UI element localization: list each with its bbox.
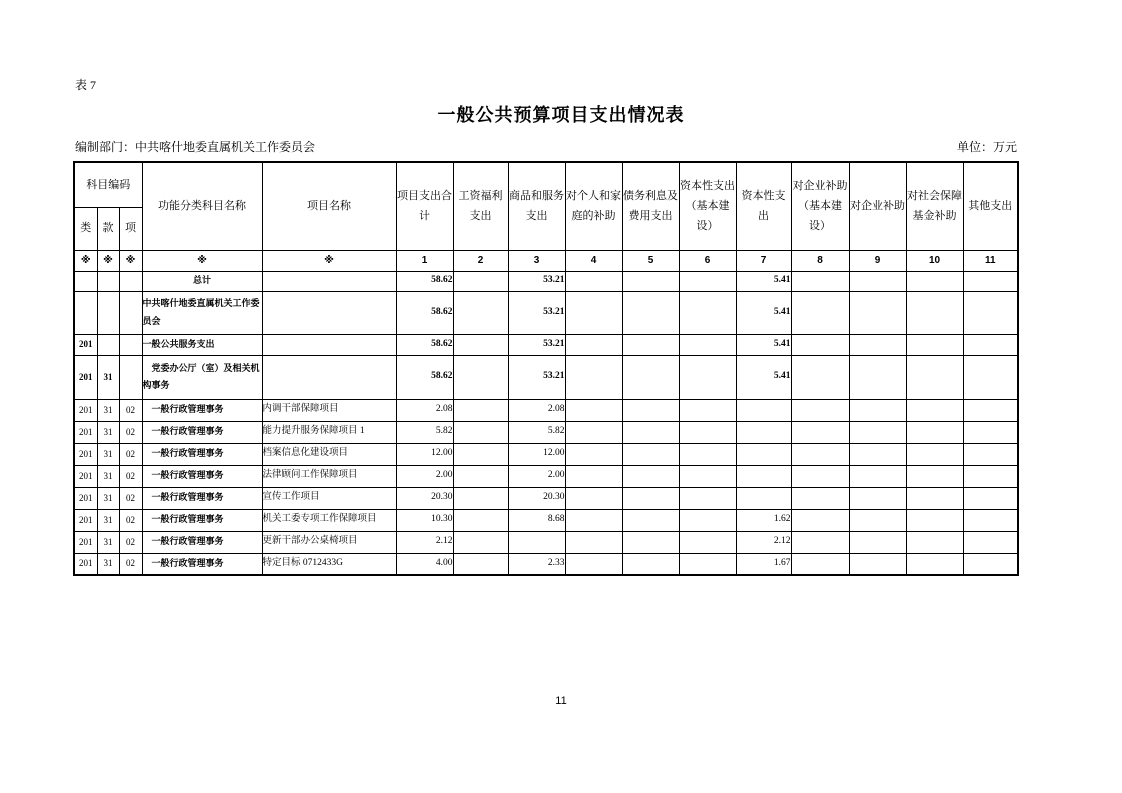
cell-value-4 [565,399,622,421]
cell-code-lei: 201 [74,553,97,575]
cell-value-7: 5.41 [736,291,791,334]
cell-code-kuan: 31 [97,399,119,421]
prepared-by-label: 编制部门：中共喀什地委直属机关工作委员会 [75,140,316,154]
index-cell: 2 [453,250,508,271]
cell-value-3: 53.21 [508,291,565,334]
cell-value-8 [791,421,849,443]
page-number: 11 [555,695,567,707]
cell-value-6 [679,334,736,355]
cell-project-name [262,291,396,334]
cell-value-11 [963,271,1018,291]
cell-code-xiang [119,355,142,399]
page-title: 一般公共预算项目支出情况表 [437,105,685,125]
cell-value-6 [679,271,736,291]
cell-value-6 [679,443,736,465]
cell-value-11 [963,355,1018,399]
cell-value-3: 2.33 [508,553,565,575]
cell-code-kuan: 31 [97,509,119,531]
cell-value-7 [736,421,791,443]
cell-value-10 [906,443,963,465]
cell-value-11 [963,531,1018,553]
index-cell: 9 [849,250,906,271]
cell-value-3: 5.82 [508,421,565,443]
cell-value-9 [849,291,906,334]
header-col-goods-services: 商品和服务支出 [508,162,565,250]
cell-value-1: 58.62 [396,291,453,334]
cell-value-3: 2.00 [508,465,565,487]
table-row [74,465,1018,487]
cell-category-name: 一般行政管理事务 [142,553,262,575]
cell-value-11 [963,465,1018,487]
cell-value-7: 5.41 [736,334,791,355]
cell-value-10 [906,421,963,443]
index-cell: 5 [622,250,679,271]
cell-value-5 [622,487,679,509]
cell-value-1: 58.62 [396,334,453,355]
table-row [74,291,1018,334]
unit-label: 单位：万元 [956,140,1017,154]
cell-code-lei: 201 [74,531,97,553]
cell-value-2 [453,291,508,334]
index-cell: 8 [791,250,849,271]
index-cell: 11 [963,250,1018,271]
cell-code-kuan: 31 [97,443,119,465]
cell-value-10 [906,531,963,553]
cell-value-3: 2.08 [508,399,565,421]
cell-value-8 [791,487,849,509]
cell-value-9 [849,334,906,355]
cell-value-7: 2.12 [736,531,791,553]
cell-category-name: 一般行政管理事务 [142,465,262,487]
cell-value-3 [508,531,565,553]
cell-code-lei: 201 [74,399,97,421]
index-cell: 4 [565,250,622,271]
cell-value-11 [963,509,1018,531]
cell-value-2 [453,355,508,399]
index-cell: ※ [74,250,97,271]
cell-value-6 [679,487,736,509]
cell-code-lei [74,271,97,291]
cell-value-7 [736,465,791,487]
cell-value-3: 20.30 [508,487,565,509]
cell-value-7: 5.41 [736,355,791,399]
cell-value-6 [679,509,736,531]
cell-project-name [262,334,396,355]
cell-code-lei: 201 [74,509,97,531]
sheet-label: 表 7 [75,78,97,92]
cell-value-9 [849,509,906,531]
header-col-function-name: 功能分类科目名称 [142,162,262,250]
cell-value-5 [622,443,679,465]
cell-value-2 [453,399,508,421]
cell-value-4 [565,421,622,443]
header-col-wages-welfare: 工资福利支出 [453,162,508,250]
header-row-top [74,162,1018,207]
cell-code-kuan: 31 [97,465,119,487]
cell-value-2 [453,271,508,291]
cell-code-lei: 201 [74,355,97,399]
cell-project-name: 档案信息化建设项目 [262,443,396,465]
table-row [74,509,1018,531]
cell-category-name: 总计 [142,271,262,291]
cell-category-name: 党委办公厅（室）及相关机构事务 [142,355,262,399]
cell-value-5 [622,334,679,355]
cell-project-name [262,355,396,399]
cell-value-3: 8.68 [508,509,565,531]
cell-category-name: 一般行政管理事务 [142,399,262,421]
cell-value-1: 58.62 [396,271,453,291]
cell-category-name: 一般公共服务支出 [142,334,262,355]
cell-value-10 [906,355,963,399]
cell-code-xiang: 02 [119,553,142,575]
cell-code-xiang: 02 [119,531,142,553]
header-subject-code: 科目编码 [74,162,142,207]
table-row [74,421,1018,443]
cell-value-2 [453,487,508,509]
cell-value-9 [849,355,906,399]
cell-value-9 [849,465,906,487]
cell-value-1: 10.30 [396,509,453,531]
header-row-index [74,250,1018,271]
cell-value-3: 53.21 [508,355,565,399]
cell-value-1: 12.00 [396,443,453,465]
cell-code-kuan: 31 [97,487,119,509]
header-col-capital-basic-construction: 资本性支出（基本建设） [679,162,736,250]
cell-value-3: 53.21 [508,334,565,355]
cell-value-2 [453,553,508,575]
table-row [74,334,1018,355]
cell-code-xiang [119,334,142,355]
cell-category-name: 一般行政管理事务 [142,487,262,509]
table-row [74,553,1018,575]
cell-code-xiang [119,271,142,291]
header-code-xiang: 项 [119,207,142,250]
cell-value-5 [622,291,679,334]
cell-value-3: 12.00 [508,443,565,465]
cell-value-5 [622,509,679,531]
cell-value-11 [963,553,1018,575]
header-col-total: 项目支出合计 [396,162,453,250]
cell-code-lei: 201 [74,421,97,443]
cell-code-xiang: 02 [119,443,142,465]
cell-value-9 [849,399,906,421]
cell-code-lei: 201 [74,465,97,487]
header-col-project-name: 项目名称 [262,162,396,250]
table-row [74,399,1018,421]
cell-value-4 [565,509,622,531]
cell-value-8 [791,509,849,531]
cell-value-4 [565,465,622,487]
header-col-enterprise-subsidy: 对企业补助 [849,162,906,250]
cell-code-kuan: 31 [97,421,119,443]
cell-value-11 [963,421,1018,443]
index-cell: 3 [508,250,565,271]
index-cell: 6 [679,250,736,271]
table-row [74,531,1018,553]
cell-value-5 [622,421,679,443]
table-row [74,487,1018,509]
cell-value-2 [453,334,508,355]
cell-value-5 [622,465,679,487]
cell-value-2 [453,443,508,465]
cell-value-11 [963,334,1018,355]
cell-value-6 [679,531,736,553]
cell-code-kuan [97,271,119,291]
cell-value-10 [906,291,963,334]
table-row [74,271,1018,291]
cell-value-1: 58.62 [396,355,453,399]
cell-value-10 [906,465,963,487]
cell-project-name: 法律顾问工作保障项目 [262,465,396,487]
index-cell: ※ [97,250,119,271]
header-col-capital: 资本性支出 [736,162,791,250]
cell-value-6 [679,553,736,575]
cell-project-name: 宣传工作项目 [262,487,396,509]
cell-value-8 [791,531,849,553]
cell-code-xiang: 02 [119,487,142,509]
cell-value-9 [849,421,906,443]
cell-value-5 [622,531,679,553]
cell-code-xiang: 02 [119,509,142,531]
cell-value-1: 2.00 [396,465,453,487]
cell-value-9 [849,531,906,553]
index-cell: 10 [906,250,963,271]
cell-value-7 [736,443,791,465]
header-code-kuan: 款 [97,207,119,250]
cell-project-name: 能力提升服务保障项目 1 [262,421,396,443]
cell-value-5 [622,355,679,399]
cell-value-10 [906,271,963,291]
cell-value-6 [679,465,736,487]
header-col-other: 其他支出 [963,162,1018,250]
budget-table [73,161,1019,576]
cell-value-1: 2.12 [396,531,453,553]
cell-value-7: 1.67 [736,553,791,575]
header-code-lei: 类 [74,207,97,250]
cell-value-5 [622,399,679,421]
cell-value-6 [679,291,736,334]
cell-value-7 [736,487,791,509]
cell-project-name: 内调干部保障项目 [262,399,396,421]
cell-value-8 [791,553,849,575]
index-cell: ※ [119,250,142,271]
cell-value-4 [565,291,622,334]
table-body [74,271,1018,575]
header-col-individuals-families: 对个人和家庭的补助 [565,162,622,250]
index-cell: 1 [396,250,453,271]
cell-code-lei: 201 [74,334,97,355]
cell-code-kuan: 31 [97,531,119,553]
table-row [74,355,1018,399]
cell-value-8 [791,355,849,399]
cell-value-6 [679,421,736,443]
header-col-enterprise-subsidy-basic: 对企业补助（基本建设） [791,162,849,250]
cell-value-9 [849,443,906,465]
cell-code-kuan [97,291,119,334]
cell-value-10 [906,487,963,509]
cell-value-11 [963,443,1018,465]
cell-value-2 [453,509,508,531]
cell-value-5 [622,271,679,291]
cell-project-name: 机关工委专项工作保障项目 [262,509,396,531]
cell-value-1: 5.82 [396,421,453,443]
cell-value-8 [791,334,849,355]
header-col-social-security-fund: 对社会保障基金补助 [906,162,963,250]
cell-project-name: 特定目标 0712433G [262,553,396,575]
cell-project-name [262,271,396,291]
cell-value-4 [565,355,622,399]
index-cell: ※ [262,250,396,271]
cell-project-name: 更新干部办公桌椅项目 [262,531,396,553]
cell-value-5 [622,553,679,575]
cell-value-6 [679,355,736,399]
cell-value-10 [906,334,963,355]
cell-value-2 [453,421,508,443]
cell-code-lei: 201 [74,443,97,465]
cell-value-8 [791,443,849,465]
cell-value-2 [453,465,508,487]
cell-value-2 [453,531,508,553]
index-cell: ※ [142,250,262,271]
cell-value-10 [906,509,963,531]
cell-value-11 [963,291,1018,334]
cell-value-10 [906,553,963,575]
cell-value-1: 4.00 [396,553,453,575]
cell-category-name: 一般行政管理事务 [142,421,262,443]
cell-value-8 [791,271,849,291]
cell-value-4 [565,487,622,509]
cell-code-kuan: 31 [97,553,119,575]
cell-value-7: 1.62 [736,509,791,531]
cell-code-xiang: 02 [119,421,142,443]
cell-code-xiang: 02 [119,465,142,487]
cell-code-lei [74,291,97,334]
cell-value-8 [791,465,849,487]
cell-value-7 [736,399,791,421]
cell-value-1: 20.30 [396,487,453,509]
cell-category-name: 一般行政管理事务 [142,509,262,531]
cell-value-9 [849,487,906,509]
index-cell: 7 [736,250,791,271]
cell-code-lei: 201 [74,487,97,509]
cell-value-4 [565,334,622,355]
cell-value-4 [565,271,622,291]
cell-code-kuan: 31 [97,355,119,399]
cell-code-xiang [119,291,142,334]
cell-value-9 [849,271,906,291]
table-row [74,443,1018,465]
cell-value-4 [565,553,622,575]
cell-category-name: 一般行政管理事务 [142,443,262,465]
cell-category-name: 中共喀什地委直属机关工作委员会 [142,291,262,334]
cell-value-11 [963,487,1018,509]
cell-value-8 [791,399,849,421]
cell-code-kuan [97,334,119,355]
cell-value-4 [565,531,622,553]
cell-value-8 [791,291,849,334]
cell-value-1: 2.08 [396,399,453,421]
cell-category-name: 一般行政管理事务 [142,531,262,553]
cell-value-6 [679,399,736,421]
cell-value-7: 5.41 [736,271,791,291]
cell-value-11 [963,399,1018,421]
header-col-debt-interest: 债务利息及费用支出 [622,162,679,250]
cell-value-9 [849,553,906,575]
cell-value-10 [906,399,963,421]
cell-value-3: 53.21 [508,271,565,291]
cell-code-xiang: 02 [119,399,142,421]
cell-value-4 [565,443,622,465]
